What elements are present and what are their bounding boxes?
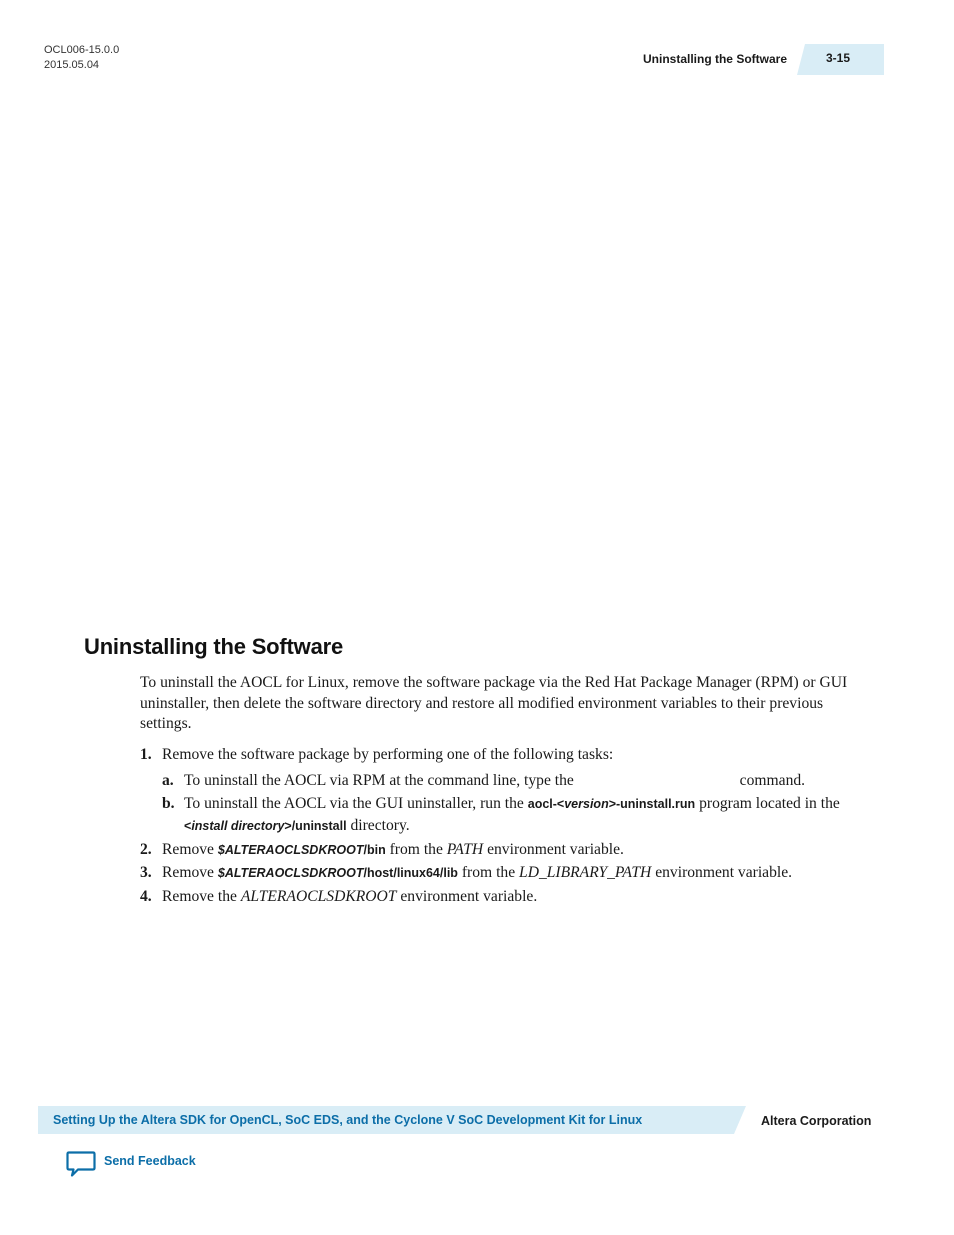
section-heading: Uninstalling the Software (84, 634, 344, 659)
step-text-end: environment variable. (400, 888, 538, 905)
step-1b (140, 793, 870, 837)
step-1a (140, 770, 870, 791)
step-text-end: directory. (350, 817, 410, 834)
step-4 (140, 886, 870, 907)
bin-path: $ALTERAOCLSDKROOT/bin (217, 843, 386, 857)
document-date: 2015.05.04 (44, 59, 100, 71)
env-variable-name: PATH (446, 841, 484, 858)
step-text-mid: program located in the (699, 795, 840, 812)
intro-paragraph: To uninstall the AOCL for Linux, remove the software package via the Red Hat Package Manager (RPM) or GUI uninstaller, then delete the software directory and restore all modified environment variables to their previous settings. (140, 674, 848, 732)
step-text: To uninstall the AOCL via the GUI uninstaller, run the (184, 795, 524, 812)
step-2 (140, 839, 870, 861)
footer-company-name: Altera Corporation (761, 1114, 872, 1128)
speech-bubble-icon[interactable] (66, 1151, 96, 1177)
step-number: 3. (140, 864, 152, 881)
document-id: OCL006-15.0.0 (44, 44, 120, 56)
step-number: 4. (140, 888, 152, 905)
step-text: Remove the (162, 888, 237, 905)
step-text-mid: from the (461, 864, 516, 881)
send-feedback-link[interactable]: Send Feedback (104, 1154, 196, 1168)
footer-document-title[interactable]: Setting Up the Altera SDK for OpenCL, SoC EDS, and the Cyclone V SoC Development Kit for Linux (53, 1113, 643, 1127)
step-letter: b. (162, 795, 175, 812)
step-number: 2. (140, 841, 152, 858)
env-variable-name: ALTERAOCLSDKROOT (240, 888, 397, 905)
step-text: Remove (162, 841, 214, 858)
page-number: 3-15 (826, 51, 851, 65)
uninstall-directory: <install directory>/uninstall (184, 819, 347, 833)
step-text: Remove the software package by performing one of the following tasks: (162, 746, 614, 763)
step-text-end: command. (739, 772, 806, 789)
env-variable-name: LD_LIBRARY_PATH (519, 864, 652, 881)
running-header-title: Uninstalling the Software (642, 52, 787, 66)
step-number: 1. (140, 746, 152, 763)
step-text-mid: from the (389, 841, 443, 858)
document-meta (44, 43, 119, 73)
step-letter: a. (162, 772, 174, 789)
steps-list (140, 744, 870, 907)
step-text-end: environment variable. (655, 864, 793, 881)
step-text: To uninstall the AOCL via RPM at the command line, type the (184, 772, 574, 789)
step-text: Remove (162, 864, 214, 881)
step-text-end: environment variable. (487, 841, 624, 858)
lib-path: $ALTERAOCLSDKROOT/host/linux64/lib (217, 866, 458, 880)
uninstaller-filename: aocl-<version>-uninstall.run (527, 797, 696, 811)
step-1 (140, 744, 870, 765)
step-3 (140, 862, 870, 884)
